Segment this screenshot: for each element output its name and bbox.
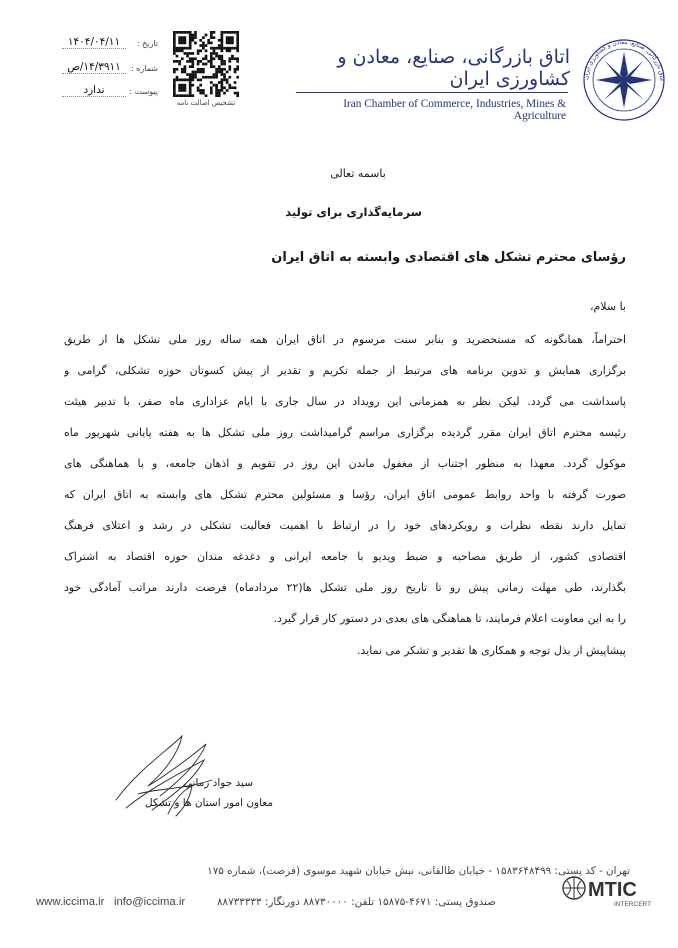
mtic-wordmark: MTIC [588, 879, 637, 901]
addressee: رؤسای محترم تشکل های اقتصادی وابسته به اتاق ایران [271, 250, 626, 265]
footer-contact: صندوق پستی: ۴۶۷۱-۱۵۸۷۵ تلفن: ۸۸۷۳۰۰۰۰ دورنگار: ۸۸۷۳۳۳۳۳ [216, 896, 496, 908]
body-line: بگذارند، طی مهلت زمانی پیش رو تا تاریخ روز ملی تشکل ها(۲۲ مردادماه) فرصت دارند مراتب آمادگی خود [64, 581, 626, 594]
signatory-name: سید جواد زمانی [183, 777, 253, 789]
header-rule [296, 92, 568, 93]
date-value: ۱۴۰۴/۰۴/۱۱ [62, 36, 126, 49]
attachment-label: پیوست : [129, 87, 158, 96]
body-line: احتراماً، همانگونه که مستحضرید و بنابر سنت مرسوم در اتاق ایران همه ساله روز ملی تشکل ها از طریق [64, 333, 626, 346]
org-name-en: Iran Chamber of Commerce, Industries, Mines & Agriculture [343, 98, 566, 122]
body-line: برگزاری همایش و تدوین برنامه های مرتبط از جمله تکریم و تقدیر از پیش کسوتان حوزه تشکلی، گرامی و [64, 364, 626, 377]
body-line: رئیسه محترم اتاق ایران مقرر گردیده برگزاری مراسم گرامیداشت روز ملی تشکل ها به هفته پایانی شهریور ماه [64, 426, 626, 439]
body-line: صورت گرفته با واحد روابط عمومی اتاق ایران، رؤسا و مسئولین محترم تشکل های وابسته به اتاق ایران که [64, 488, 626, 501]
body-line: اقتصادی کشور، از طریق مصاحبه و ضبط ویدیو با جامعه ایرانی و دغدغه مندان حوزه اقتصاد به اشتراک [64, 550, 626, 563]
website-link[interactable]: www.iccima.ir [36, 896, 105, 908]
org-name-fa: اتاق بازرگانی، صنایع، معادن و کشاورزی ایران [337, 46, 570, 90]
mtic-certification-logo [560, 870, 660, 916]
qr-caption: تشخیص اصالت نامه [176, 99, 236, 107]
date-label: تاریخ : [136, 39, 158, 48]
body-line: را به این معاونت اعلام فرمایند، تا هماهنگی های بعدی در دستور کار قرار گیرد. [273, 612, 626, 625]
signatory-title: معاون امور استان ها و تشکل [144, 797, 273, 809]
email-link[interactable]: info@iccima.ir [114, 896, 186, 908]
footer-address: تهران - کد پستی: ۱۵۸۳۶۴۸۴۹۹ - خیابان طالقانی، نبش خیابان شهید موسوی (فرصت)، شماره ۱۷۵ [207, 865, 630, 877]
chamber-logo [582, 38, 666, 122]
number-value: ۱۴/۳۹۱۱/ص [62, 61, 126, 74]
body-line: تمایل دارند نقطه نظرات و رویکردهای خود را در ارتباط با اهمیت فعالیت تشکلی در رشد و اعتلای فرهنگ [64, 519, 626, 532]
invocation: باسمه تعالی [330, 167, 386, 180]
closing-line: پیشاپیش از بذل توجه و همکاری ها تقدیر و تشکر می نماید. [356, 644, 626, 657]
body-line: پاسداشت می گردد. لیکن نظر به همزمانی این رویداد در سال جاری با ایام عزاداری ماه صفر، با تدبیر هیئت [64, 395, 626, 408]
logo-ring-text: اتاق بازرگانی، صنایع، معادن و کشاورزی ایران [582, 38, 666, 81]
date-row [62, 36, 158, 52]
greeting: با سلام، [589, 300, 626, 313]
attachment-row [62, 84, 158, 100]
letter-subject: سرمایه‌گذاری برای تولید [285, 205, 422, 219]
qr-code[interactable] [173, 31, 239, 97]
number-label: شماره : [130, 64, 158, 73]
number-row [62, 61, 158, 77]
body-line: موکول گردد. معهذا به منظور اجتناب از مغفول ماندن این روز در تقویم و اذهان جامعه، و با هماهنگی های [64, 457, 626, 470]
attachment-value: ندارد [62, 84, 126, 97]
mtic-subtitle: INTERCERT [614, 901, 652, 908]
